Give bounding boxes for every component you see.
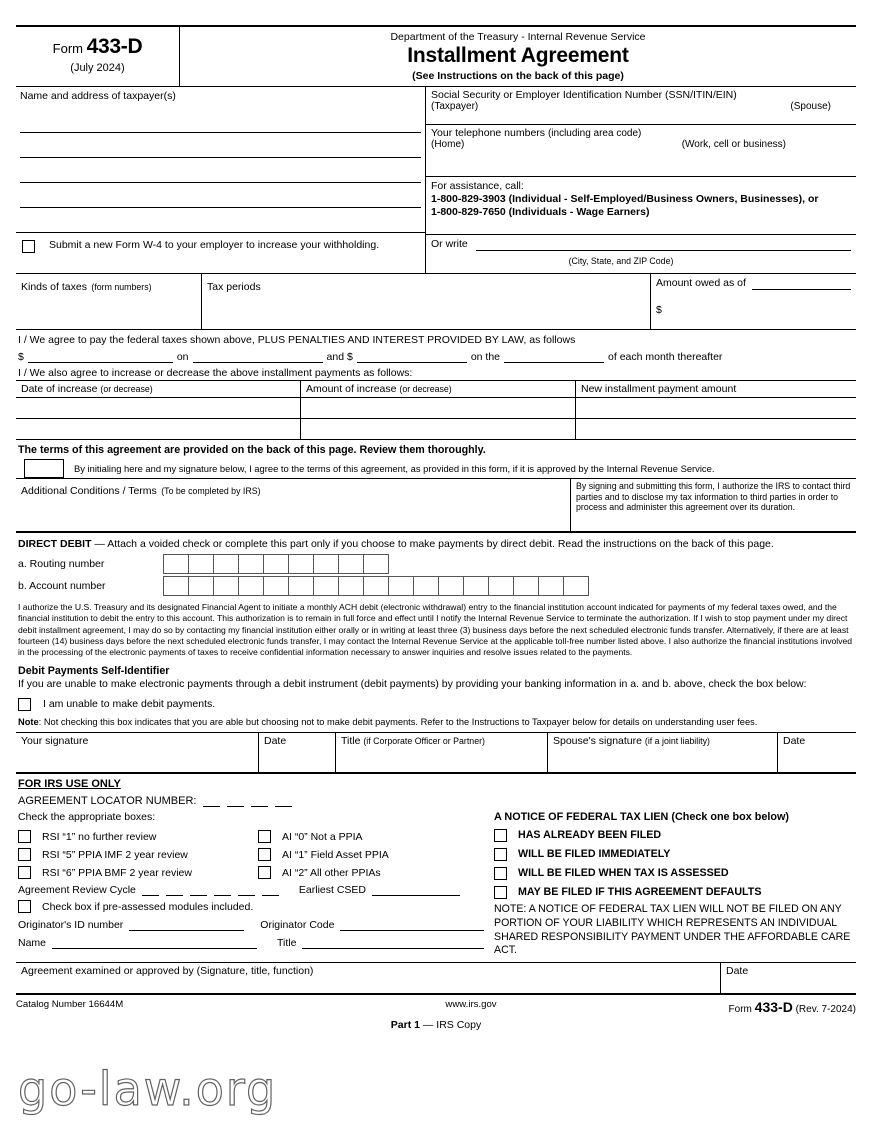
lien-option-row[interactable] xyxy=(494,825,856,844)
examined-approved-row xyxy=(16,962,856,995)
routing-digit-box[interactable] xyxy=(163,554,189,574)
increase-amount-label: Amount of increase xyxy=(306,383,397,395)
new-installment-header: New installment payment amount xyxy=(581,383,737,395)
routing-number-row[interactable] xyxy=(16,553,856,575)
originator-code-label: Originator Code xyxy=(260,918,335,931)
kinds-of-taxes-cell[interactable] xyxy=(16,274,202,329)
spouse-signature-cell[interactable] xyxy=(548,733,778,772)
preassessed-checkbox[interactable] xyxy=(18,900,31,913)
routing-digit-box[interactable] xyxy=(188,554,214,574)
account-digit-box[interactable] xyxy=(463,576,489,596)
new-installment-cell[interactable] xyxy=(576,398,856,418)
payment-day-input[interactable] xyxy=(504,350,604,363)
lien-option-row[interactable] xyxy=(494,863,856,882)
telephone-label-text: Your telephone numbers xyxy=(431,127,546,139)
lien-already-filed-checkbox[interactable] xyxy=(494,829,507,842)
ssn-field[interactable] xyxy=(426,87,856,124)
routing-number-label: a. Routing number xyxy=(18,558,105,571)
payment-onthe-label: on the xyxy=(470,351,501,363)
signature-row xyxy=(16,732,856,774)
form-revision-date: (July 2024) xyxy=(70,62,125,74)
routing-number-boxes[interactable] xyxy=(163,554,388,574)
originator-id-label: Originator's ID number xyxy=(18,918,124,931)
ai-0-checkbox[interactable] xyxy=(258,830,271,843)
taxpayer-identity-block xyxy=(16,87,856,274)
review-cycle-digit-input[interactable] xyxy=(262,895,279,896)
lien-option-row[interactable] xyxy=(494,844,856,863)
or-write-label: Or write xyxy=(431,238,468,250)
name-address-line[interactable] xyxy=(20,183,421,208)
increase-table-header xyxy=(16,380,856,398)
agreement-line-1: I / We agree to pay the federal taxes shown above, PLUS PENALTIES AND INTEREST PROVIDED BY LAW, as follows xyxy=(18,334,576,346)
assistance-block xyxy=(426,176,856,234)
originator-row[interactable] xyxy=(16,916,486,934)
w4-checkbox-row[interactable] xyxy=(16,232,425,273)
ai-0-label: AI “0” Not a PPIA xyxy=(282,830,363,843)
review-cycle-digit-input[interactable] xyxy=(142,895,159,896)
page-title: Installment Agreement xyxy=(407,44,629,67)
spouse-signature-note: (if a joint liability) xyxy=(644,736,710,747)
department-line: Department of the Treasury - Internal Revenue Service xyxy=(390,31,646,43)
lien-filed-when-assessed-checkbox[interactable] xyxy=(494,867,507,880)
payment-date-input[interactable] xyxy=(193,350,323,363)
review-cycle-digit-input[interactable] xyxy=(238,895,255,896)
direct-debit-heading xyxy=(16,533,856,553)
lien-option-row[interactable] xyxy=(494,882,856,901)
agreement-line-2: I / We also agree to increase or decrease the above installment payments as follows: xyxy=(18,367,413,379)
routing-digit-box[interactable] xyxy=(288,554,314,574)
your-signature-label: Your signature xyxy=(21,735,89,748)
increase-amount-cell[interactable] xyxy=(301,419,576,439)
ssn-label: Social Security or Employer Identification Number (SSN/ITIN/EIN) xyxy=(431,89,737,101)
additional-conditions-label: Additional Conditions / Terms xyxy=(21,485,157,497)
note-body: : Not checking this box indicates that you are able but choosing not to make debit payments. Refer to the Instructions to Taxpayer below for details on understanding user fees. xyxy=(38,716,758,727)
account-digit-box[interactable] xyxy=(438,576,464,596)
account-digit-box[interactable] xyxy=(263,576,289,596)
routing-digit-box[interactable] xyxy=(338,554,364,574)
originator-code-input[interactable] xyxy=(340,919,484,931)
your-signature-cell[interactable] xyxy=(16,733,259,772)
irs-checkbox-column xyxy=(16,809,486,957)
account-number-row[interactable] xyxy=(16,575,856,597)
form-header xyxy=(16,25,856,87)
ai-option-row[interactable] xyxy=(256,864,383,882)
user-fee-note xyxy=(16,714,856,733)
check-boxes-label: Check the appropriate boxes: xyxy=(18,811,156,824)
ai-option-row[interactable] xyxy=(256,828,365,846)
footer-form-revision: (Rev. 7-2024) xyxy=(795,1003,856,1015)
form-label: Form xyxy=(52,41,83,56)
instructions-note: (See Instructions on the back of this page) xyxy=(412,70,624,82)
account-digit-box[interactable] xyxy=(338,576,364,596)
ai-1-checkbox[interactable] xyxy=(258,848,271,861)
telephone-home-label: (Home) xyxy=(431,139,465,150)
account-digit-box[interactable] xyxy=(388,576,414,596)
originator-name-label: Name xyxy=(18,936,47,949)
ssn-spouse-label: (Spouse) xyxy=(790,101,831,112)
account-digit-box[interactable] xyxy=(238,576,264,596)
unable-debit-label: I am unable to make debit payments. xyxy=(43,698,216,711)
originator-title-input[interactable] xyxy=(302,937,484,949)
payment-schedule-line[interactable] xyxy=(16,347,856,365)
increase-date-label: Date of increase xyxy=(21,383,98,395)
account-digit-box[interactable] xyxy=(538,576,564,596)
rsi-5-checkbox[interactable] xyxy=(18,848,31,861)
account-digit-box[interactable] xyxy=(413,576,439,596)
assistance-phone-2: 1-800-829-7650 (Individuals - Wage Earners) xyxy=(431,206,650,219)
w4-checkbox-label: Submit a new Form W-4 to your employer to increase your withholding. xyxy=(49,239,380,251)
form-footer xyxy=(16,995,856,1015)
account-digit-box[interactable] xyxy=(513,576,539,596)
spouse-signature-label: Spouse's signature xyxy=(553,735,642,748)
or-write-input[interactable] xyxy=(476,238,851,251)
agreement-review-cycle-label: Agreement Review Cycle xyxy=(18,883,136,896)
rsi-6-label: RSI “6” PPIA BMF 2 year review xyxy=(42,866,192,879)
direct-debit-instructions: — Attach a voided check or complete this part only if you choose to make payments by direct debit. Read the instructions on the back of this page. xyxy=(94,538,774,550)
city-state-zip-label: (City, State, and ZIP Code) xyxy=(568,256,674,267)
account-digit-box[interactable] xyxy=(163,576,189,596)
title-cell[interactable] xyxy=(336,733,548,772)
agreement-locator-inputs[interactable] xyxy=(203,806,292,807)
routing-digit-box[interactable] xyxy=(313,554,339,574)
examined-date-cell[interactable] xyxy=(721,963,856,993)
lien-already-filed-label: HAS ALREADY BEEN FILED xyxy=(518,828,662,841)
amount-owed-label: Amount owed as of xyxy=(656,277,746,289)
taxpayer-left-column xyxy=(16,87,426,273)
taxes-table xyxy=(16,274,856,330)
taxpayer-right-column xyxy=(426,87,856,273)
originator-id-input[interactable] xyxy=(129,919,244,931)
increase-date-note: (or decrease) xyxy=(100,384,153,394)
routing-digit-box[interactable] xyxy=(238,554,264,574)
title-note: (if Corporate Officer or Partner) xyxy=(363,736,485,747)
payment-amount2-input[interactable] xyxy=(357,350,467,363)
footer-form-number: 433-D xyxy=(754,998,793,1015)
account-number-boxes[interactable] xyxy=(163,576,588,596)
ai-option-row[interactable] xyxy=(256,846,391,864)
telephone-label xyxy=(431,127,851,139)
account-digit-box[interactable] xyxy=(363,576,389,596)
amount-owed-date-input[interactable] xyxy=(752,278,851,290)
site-watermark: go-law.org xyxy=(18,1062,278,1116)
federal-tax-lien-column xyxy=(486,809,856,957)
earliest-csed-label: Earliest CSED xyxy=(298,883,366,896)
or-write-block[interactable] xyxy=(426,234,856,272)
title-label: Title xyxy=(341,735,361,748)
rsi-option-row[interactable] xyxy=(16,828,256,846)
increase-date-header xyxy=(16,381,301,397)
examined-date-label: Date xyxy=(726,964,749,977)
for-irs-use-only-heading: FOR IRS USE ONLY xyxy=(18,778,121,791)
name-address-field[interactable] xyxy=(16,87,425,232)
payment-and-label: and $ xyxy=(326,351,353,363)
lien-filed-immediately-checkbox[interactable] xyxy=(494,848,507,861)
terms-notice: The terms of this agreement are provided on the back of this page. Review them thoroughly. xyxy=(18,444,486,456)
agreement-review-cycle-inputs[interactable] xyxy=(142,895,279,896)
account-digit-box[interactable] xyxy=(313,576,339,596)
additional-conditions-note: (To be completed by IRS) xyxy=(161,486,261,496)
rsi-ai-row xyxy=(16,864,486,882)
agreement-locator-row[interactable] xyxy=(16,793,856,809)
rsi-1-checkbox[interactable] xyxy=(18,830,31,843)
lien-heading: A NOTICE OF FEDERAL TAX LIEN (Check one box below) xyxy=(494,811,789,824)
preassessed-label: Check box if pre-assessed modules included. xyxy=(42,900,254,913)
initial-input-box[interactable] xyxy=(24,459,64,478)
rsi-5-label: RSI “5” PPIA IMF 2 year review xyxy=(42,848,188,861)
direct-debit-label: DIRECT DEBIT xyxy=(18,538,92,550)
new-installment-cell[interactable] xyxy=(576,419,856,439)
form-title-block xyxy=(180,27,856,86)
spouse-date-label: Date xyxy=(783,735,806,748)
increase-table-row[interactable] xyxy=(16,419,856,440)
ai-2-checkbox[interactable] xyxy=(258,866,271,879)
name-address-line[interactable] xyxy=(20,158,421,183)
footer-form-label: Form xyxy=(728,1003,752,1015)
lien-filed-immediately-label: WILL BE FILED IMMEDIATELY xyxy=(518,847,671,860)
routing-digit-box[interactable] xyxy=(263,554,289,574)
increase-amount-header xyxy=(301,381,576,397)
kinds-of-taxes-note: (form numbers) xyxy=(91,282,152,292)
telephone-work-label: (Work, cell or business) xyxy=(681,139,786,150)
increase-amount-note: (or decrease) xyxy=(399,384,452,394)
agreement-review-cycle-row[interactable] xyxy=(16,882,486,898)
rsi-6-checkbox[interactable] xyxy=(18,866,31,879)
preassessed-modules-row[interactable] xyxy=(16,898,486,916)
increase-date-cell[interactable] xyxy=(16,398,301,418)
ssn-taxpayer-label: (Taxpayer) xyxy=(431,101,479,112)
originator-title-label: Title xyxy=(277,936,297,949)
rsi-ai-row xyxy=(16,846,486,864)
additional-conditions-block xyxy=(16,478,856,533)
name-title-row[interactable] xyxy=(16,934,486,952)
tax-periods-label: Tax periods xyxy=(207,281,261,293)
form-identity-block xyxy=(16,27,180,86)
assistance-label: For assistance, call: xyxy=(431,180,524,192)
unable-debit-checkbox[interactable] xyxy=(18,698,31,711)
ai-1-label: AI “1” Field Asset PPIA xyxy=(282,848,389,861)
increase-table-row[interactable] xyxy=(16,398,856,419)
increase-amount-cell[interactable] xyxy=(301,398,576,418)
payment-thereafter-label: of each month thereafter xyxy=(608,351,723,363)
irs-use-columns xyxy=(16,809,856,957)
lien-may-be-filed-checkbox[interactable] xyxy=(494,886,507,899)
amount-owed-dollar: $ xyxy=(656,304,662,317)
note-label: Note xyxy=(18,716,39,727)
rsi-1-label: RSI “1” no further review xyxy=(42,830,157,843)
rsi-option-row[interactable] xyxy=(16,864,256,882)
account-number-label: b. Account number xyxy=(18,580,106,593)
lien-note: NOTE: A NOTICE OF FEDERAL TAX LIEN WILL NOT BE FILED ON ANY PORTION OF YOUR LIABILITY WHICH REPRESENTS AN INDIVIDUAL SHARED RESPONSIBILITY PAYMENT UNDER THE AFFORDABLE CARE ACT. xyxy=(494,903,851,957)
initial-agreement-text: By initialing here and my signature below, I agree to the terms of this agreement, as provided in this form, if it is approved by the Internal Revenue Service. xyxy=(74,463,715,474)
name-address-line[interactable] xyxy=(20,133,421,158)
originator-name-input[interactable] xyxy=(52,937,257,949)
form-number-line xyxy=(16,35,179,59)
spouse-date-cell[interactable] xyxy=(778,733,856,772)
part-number: Part 1 xyxy=(390,1018,420,1031)
payment-dollar-label: $ xyxy=(18,351,24,363)
debit-self-identifier-body: If you are unable to make electronic payments through a debit instrument (debit payments) by providing your banking information in a. and b. above, check the box below: xyxy=(18,678,807,691)
footer-form-id xyxy=(626,999,856,1015)
account-digit-box[interactable] xyxy=(488,576,514,596)
tax-periods-cell[interactable] xyxy=(202,274,651,329)
part-copy: — IRS Copy xyxy=(419,1018,482,1031)
review-cycle-digit-input[interactable] xyxy=(214,895,231,896)
earliest-csed-input[interactable] xyxy=(372,884,460,896)
additional-conditions-field[interactable] xyxy=(16,479,571,531)
routing-digit-box[interactable] xyxy=(363,554,389,574)
account-digit-box[interactable] xyxy=(188,576,214,596)
examined-by-cell[interactable] xyxy=(16,963,721,993)
signature-date-cell[interactable] xyxy=(259,733,336,772)
locator-digit-input[interactable] xyxy=(227,806,244,807)
amount-owed-cell[interactable] xyxy=(651,274,856,329)
ai-2-label: AI “2” All other PPIAs xyxy=(282,866,381,879)
account-digit-box[interactable] xyxy=(563,576,589,596)
catalog-number: Catalog Number 16644M xyxy=(16,998,124,1010)
account-digit-box[interactable] xyxy=(213,576,239,596)
routing-digit-box[interactable] xyxy=(213,554,239,574)
signature-date-label: Date xyxy=(264,735,287,748)
form-number: 433-D xyxy=(86,35,143,58)
irs-website: www.irs.gov xyxy=(445,998,497,1010)
review-cycle-digit-input[interactable] xyxy=(166,895,183,896)
payment-on-label: on xyxy=(176,351,189,363)
locator-digit-input[interactable] xyxy=(275,806,292,807)
initial-agreement-row[interactable] xyxy=(16,459,856,478)
unable-debit-checkbox-row[interactable] xyxy=(16,695,856,714)
telephone-field[interactable] xyxy=(426,124,856,176)
increase-date-cell[interactable] xyxy=(16,419,301,439)
payment-amount-input[interactable] xyxy=(28,350,173,363)
name-address-label: Name and address of taxpayer(s) xyxy=(20,90,176,102)
part-label xyxy=(16,1019,856,1031)
rsi-ai-row xyxy=(16,828,486,846)
form-433d-page xyxy=(16,25,856,1031)
telephone-label-note: (including area code) xyxy=(547,128,642,139)
rsi-option-row[interactable] xyxy=(16,846,256,864)
account-digit-box[interactable] xyxy=(288,576,314,596)
kinds-of-taxes-label: Kinds of taxes xyxy=(21,281,87,293)
locator-digit-input[interactable] xyxy=(203,806,220,807)
name-address-line[interactable] xyxy=(20,108,421,133)
lien-filed-when-assessed-label: WILL BE FILED WHEN TAX IS ASSESSED xyxy=(518,866,729,879)
agreement-locator-label: AGREEMENT LOCATOR NUMBER: xyxy=(18,795,197,808)
w4-checkbox[interactable] xyxy=(22,240,35,253)
assistance-phone-1: 1-800-829-3903 (Individual - Self-Employed/Business Owners, Businesses), or xyxy=(431,193,819,206)
review-cycle-digit-input[interactable] xyxy=(190,895,207,896)
third-party-authorization-text: By signing and submitting this form, I authorize the IRS to contact third parties and to disclose my tax information to third parties in order to process and administer this agreement over its duration. xyxy=(576,481,851,513)
debit-self-identifier-heading: Debit Payments Self-Identifier xyxy=(18,665,170,678)
ach-authorization-text: I authorize the U.S. Treasury and its designated Financial Agent to initiate a monthly ACH debit (electronic withdrawal) entry to the financial institution account indicated for payments of my federal taxes owed, and the financial institution to debit the entry to this account. This authorization is to remain in full force and effect until I notify the Internal Revenue Service to terminate the authorization. If I wish to stop payment under my direct debit installment agreement, I may do so by contacting my financial institution either orally or in writing at least three (3) business days before the next scheduled electronic funds transfer. Alternatively, if there are at least fourteen (14) business days before the next scheduled electronic funds transfer, I may contact the Internal Revenue Service at the applicable toll-free number listed above. I also authorize the financial institutions involved in the processing of the electronic payments of taxes to receive confidential information necessary to answer inquiries and resolve issues related to the payments. xyxy=(18,602,853,657)
examined-by-label: Agreement examined or approved by (Signature, title, function) xyxy=(21,964,314,977)
locator-digit-input[interactable] xyxy=(251,806,268,807)
lien-may-be-filed-label: MAY BE FILED IF THIS AGREEMENT DEFAULTS xyxy=(518,885,762,898)
